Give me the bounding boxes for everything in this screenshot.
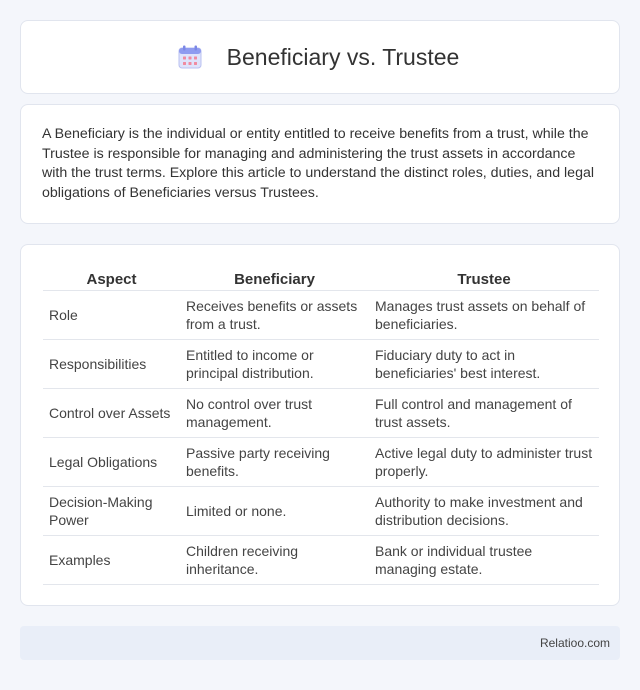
row-aspect: Control over Assets	[43, 389, 180, 438]
table-header-row	[43, 265, 599, 291]
header-trustee: Trustee	[369, 265, 599, 291]
row-beneficiary: No control over trust management.	[180, 389, 369, 438]
row-aspect: Decision-Making Power	[43, 487, 180, 536]
table-row	[43, 389, 599, 438]
table-row	[43, 487, 599, 536]
table-row	[43, 438, 599, 487]
comparison-table	[43, 265, 599, 585]
footer-bar	[20, 626, 620, 660]
row-trustee: Bank or individual trustee managing estate.	[369, 536, 599, 585]
row-aspect: Legal Obligations	[43, 438, 180, 487]
table-row	[43, 291, 599, 340]
header-beneficiary: Beneficiary	[180, 265, 369, 291]
table-row	[43, 340, 599, 389]
intro-paragraph: A Beneficiary is the individual or entity entitled to receive benefits from a trust, while the Trustee is responsible for managing and administering the trust assets in accordance with the trust terms. Explore this article to understand the distinct roles, duties, and legal obligations of Beneficiaries versus Trustees.	[42, 126, 595, 201]
row-trustee: Manages trust assets on behalf of beneficiaries.	[369, 291, 599, 340]
row-trustee: Fiduciary duty to act in beneficiaries' best interest.	[369, 340, 599, 389]
page-title: Beneficiary vs. Trustee	[226, 43, 460, 70]
row-beneficiary: Entitled to income or principal distribution.	[180, 340, 369, 389]
row-beneficiary: Children receiving inheritance.	[180, 536, 369, 585]
row-trustee: Active legal duty to administer trust properly.	[369, 438, 599, 487]
header-aspect: Aspect	[43, 265, 180, 291]
footer-brand[interactable]: Relatioo.com	[539, 636, 610, 650]
table-row	[43, 536, 599, 585]
row-trustee: Full control and management of trust assets.	[369, 389, 599, 438]
comparison-card	[20, 244, 620, 606]
row-beneficiary: Passive party receiving benefits.	[180, 438, 369, 487]
row-beneficiary: Limited or none.	[180, 487, 369, 536]
row-beneficiary: Receives benefits or assets from a trust.	[180, 291, 369, 340]
row-aspect: Responsibilities	[43, 340, 180, 389]
row-aspect: Examples	[43, 536, 180, 585]
row-aspect: Role	[43, 291, 180, 340]
row-trustee: Authority to make investment and distribution decisions.	[369, 487, 599, 536]
intro-card	[20, 104, 620, 224]
calendar-icon	[177, 44, 203, 70]
title-card	[20, 20, 620, 94]
